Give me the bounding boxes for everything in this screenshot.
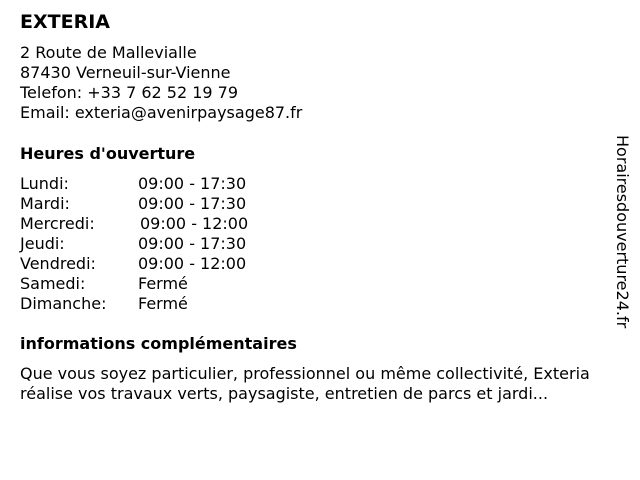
day-hours: Fermé xyxy=(138,274,188,293)
hours-heading: Heures d'ouverture xyxy=(20,144,196,163)
day-label: Mardi: xyxy=(20,194,70,213)
day-label: Jeudi: xyxy=(20,234,65,253)
day-hours: 09:00 - 17:30 xyxy=(138,174,247,193)
day-hours: 09:00 - 12:00 xyxy=(140,214,249,233)
day-hours: 09:00 - 17:30 xyxy=(138,194,247,213)
day-label: Dimanche: xyxy=(20,294,107,313)
business-description: Que vous soyez particulier, professionnel ou même collectivité, Exteria réalise vos travaux verts, paysagiste, entretien de parcs et jardi... xyxy=(20,364,590,403)
address-city: 87430 Verneuil-sur-Vienne xyxy=(20,63,231,82)
day-hours: Fermé xyxy=(138,294,188,313)
day-label: Mercredi: xyxy=(20,214,95,233)
phone-number[interactable]: Telefon: +33 7 62 52 19 79 xyxy=(20,83,239,102)
address-street: 2 Route de Mallevialle xyxy=(20,43,197,62)
business-name: EXTERIA xyxy=(20,11,110,33)
contact-block xyxy=(20,43,302,123)
day-label: Samedi: xyxy=(20,274,86,293)
site-watermark: Horairesdouverture24.fr xyxy=(613,135,632,329)
day-label: Vendredi: xyxy=(20,254,96,273)
info-heading: informations complémentaires xyxy=(20,334,297,353)
email-address[interactable]: Email: exteria@avenirpaysage87.fr xyxy=(20,103,303,122)
day-hours: 09:00 - 17:30 xyxy=(138,234,247,253)
day-hours: 09:00 - 12:00 xyxy=(138,254,247,273)
day-label: Lundi: xyxy=(20,174,69,193)
